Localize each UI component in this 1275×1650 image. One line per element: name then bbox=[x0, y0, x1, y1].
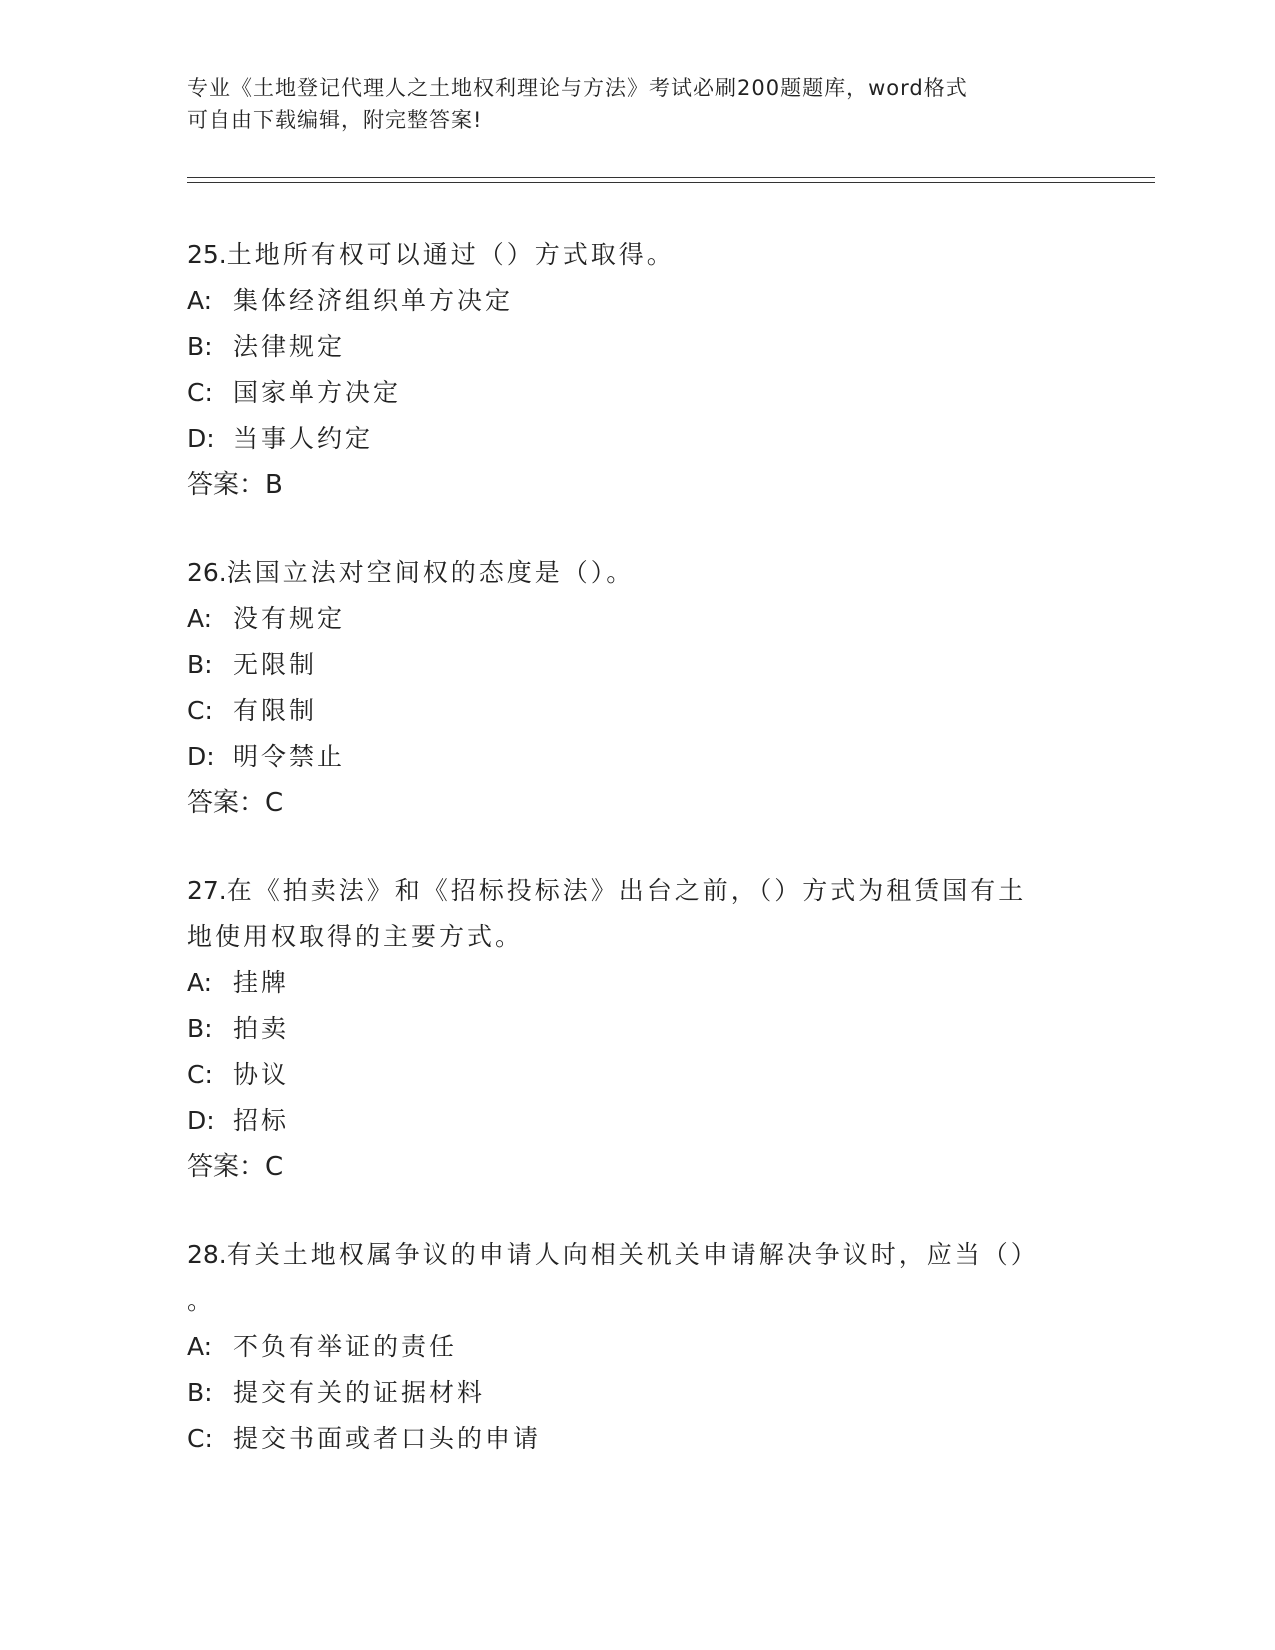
header-line-1: 专业《土地登记代理人之土地权利理论与方法》考试必刷200题题库，word格式 bbox=[187, 76, 968, 100]
option-text: 没有规定 bbox=[233, 604, 346, 633]
option-d bbox=[187, 734, 1087, 780]
question-25 bbox=[187, 232, 1087, 508]
option-key: C: bbox=[187, 696, 213, 725]
option-a bbox=[187, 960, 1087, 1006]
question-text: 土地所有权可以通过（）方式取得。 bbox=[226, 240, 675, 269]
option-text: 当事人约定 bbox=[233, 424, 374, 453]
question-27 bbox=[187, 868, 1087, 1190]
question-number: 26. bbox=[187, 558, 227, 587]
answer-label: 答案： bbox=[187, 1152, 266, 1182]
option-key: B: bbox=[187, 332, 213, 361]
answer-value: C bbox=[265, 788, 284, 818]
option-text: 不负有举证的责任 bbox=[233, 1332, 458, 1361]
question-spacer bbox=[187, 508, 1087, 550]
option-text: 协议 bbox=[233, 1060, 290, 1089]
header-divider-bottom bbox=[187, 182, 1155, 183]
option-c bbox=[187, 1416, 1087, 1462]
option-text: 提交书面或者口头的申请 bbox=[233, 1424, 542, 1453]
question-stem bbox=[187, 550, 1087, 596]
option-b bbox=[187, 1370, 1087, 1416]
question-text-line-2: 。 bbox=[187, 1286, 216, 1315]
option-key: C: bbox=[187, 1424, 213, 1453]
question-spacer bbox=[187, 1190, 1087, 1232]
option-c bbox=[187, 370, 1087, 416]
question-26 bbox=[187, 550, 1087, 826]
option-key: A: bbox=[187, 968, 213, 997]
option-b bbox=[187, 642, 1087, 688]
option-a bbox=[187, 278, 1087, 324]
document-header bbox=[187, 72, 1087, 136]
option-key: B: bbox=[187, 1014, 213, 1043]
option-text: 招标 bbox=[233, 1106, 290, 1135]
answer-line bbox=[187, 780, 1087, 826]
option-text: 挂牌 bbox=[233, 968, 290, 997]
question-text-line-2: 地使用权取得的主要方式。 bbox=[187, 922, 524, 951]
question-text: 法国立法对空间权的态度是（）。 bbox=[226, 558, 635, 587]
option-key: B: bbox=[187, 650, 213, 679]
question-text-line-1: 在《拍卖法》和《招标投标法》出台之前，（）方式为租赁国有土 bbox=[226, 876, 1027, 905]
option-d bbox=[187, 416, 1087, 462]
option-text: 国家单方决定 bbox=[233, 378, 402, 407]
option-c bbox=[187, 1052, 1087, 1098]
option-key: A: bbox=[187, 286, 213, 315]
option-text: 提交有关的证据材料 bbox=[233, 1378, 486, 1407]
question-spacer bbox=[187, 826, 1087, 868]
answer-label: 答案： bbox=[187, 788, 266, 818]
question-stem bbox=[187, 868, 1087, 914]
option-key: D: bbox=[187, 742, 215, 771]
option-text: 无限制 bbox=[233, 650, 318, 679]
answer-line bbox=[187, 1144, 1087, 1190]
answer-value: C bbox=[265, 1152, 284, 1182]
option-key: B: bbox=[187, 1378, 213, 1407]
option-a bbox=[187, 596, 1087, 642]
question-text-line-1: 有关土地权属争议的申请人向相关机关申请解决争议时，应当（） bbox=[226, 1240, 1039, 1269]
answer-line bbox=[187, 462, 1087, 508]
option-d bbox=[187, 1098, 1087, 1144]
option-key: C: bbox=[187, 1060, 213, 1089]
option-text: 有限制 bbox=[233, 696, 318, 725]
option-b bbox=[187, 324, 1087, 370]
option-key: A: bbox=[187, 604, 213, 633]
option-key: D: bbox=[187, 1106, 215, 1135]
option-a bbox=[187, 1324, 1087, 1370]
answer-value: B bbox=[265, 470, 283, 500]
question-stem-continued bbox=[187, 1278, 1087, 1324]
question-number: 25. bbox=[187, 240, 227, 269]
option-key: C: bbox=[187, 378, 213, 407]
option-text: 拍卖 bbox=[233, 1014, 290, 1043]
question-stem bbox=[187, 1232, 1087, 1278]
option-c bbox=[187, 688, 1087, 734]
option-b bbox=[187, 1006, 1087, 1052]
question-stem bbox=[187, 232, 1087, 278]
option-text: 明令禁止 bbox=[233, 742, 346, 771]
option-text: 法律规定 bbox=[233, 332, 346, 361]
option-key: A: bbox=[187, 1332, 213, 1361]
question-number: 27. bbox=[187, 876, 227, 905]
question-28 bbox=[187, 1232, 1087, 1462]
answer-label: 答案： bbox=[187, 470, 266, 500]
header-line-2: 可自由下载编辑，附完整答案! bbox=[187, 108, 483, 132]
question-stem-continued bbox=[187, 914, 1087, 960]
option-key: D: bbox=[187, 424, 215, 453]
question-list bbox=[187, 232, 1087, 1462]
option-text: 集体经济组织单方决定 bbox=[233, 286, 514, 315]
question-number: 28. bbox=[187, 1240, 227, 1269]
header-divider-top bbox=[187, 177, 1155, 178]
